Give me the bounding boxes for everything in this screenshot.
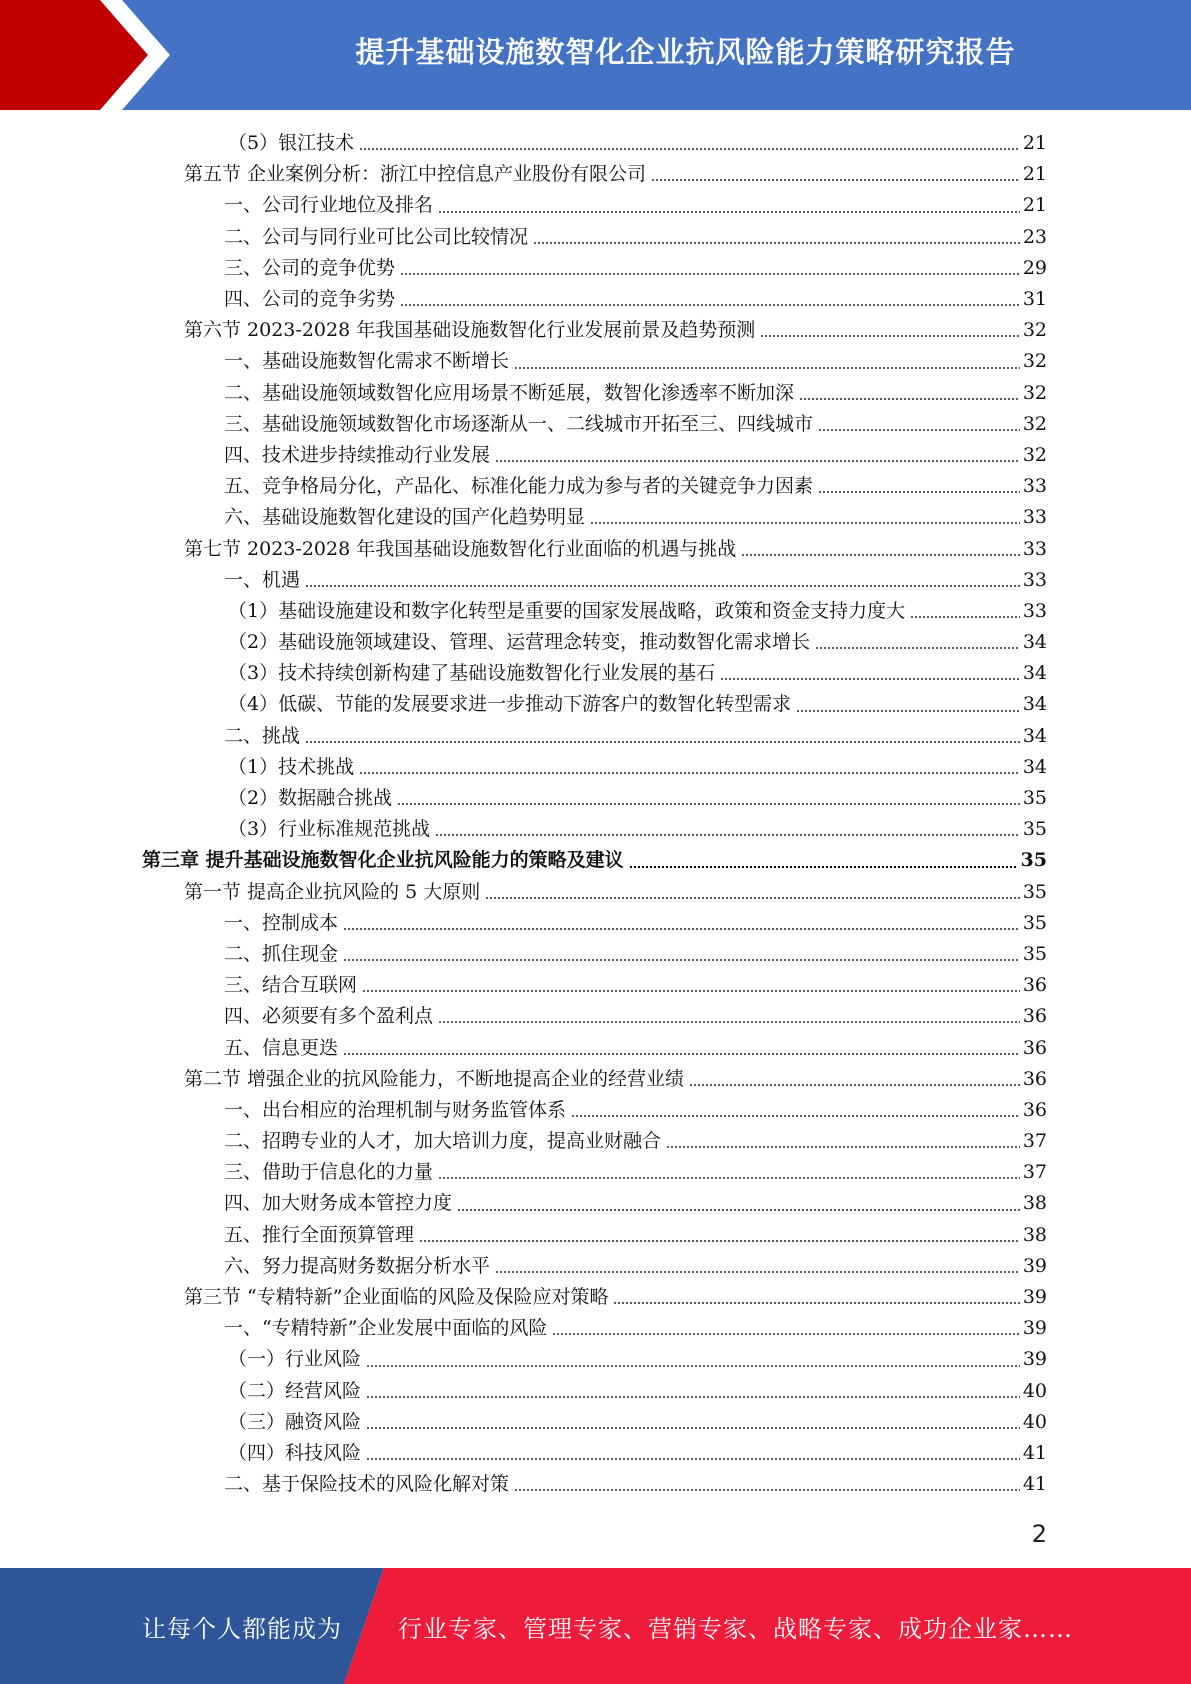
toc-entry[interactable] xyxy=(0,596,1191,627)
toc-entry[interactable] xyxy=(0,658,1191,689)
toc-entry-page: 36 xyxy=(1022,1098,1047,1121)
toc-entry-title: （3）技术持续创新构建了基础设施数智化行业发展的基石 xyxy=(228,662,716,685)
toc-dot-leader xyxy=(590,522,1020,524)
toc-entry[interactable] xyxy=(0,1188,1191,1219)
toc-entry-title: 三、借助于信息化的力量 xyxy=(224,1161,434,1184)
toc-entry-page: 33 xyxy=(1022,568,1047,591)
toc-entry-page: 35 xyxy=(1020,849,1047,872)
toc-dot-leader xyxy=(366,1365,1020,1367)
toc-entry-page: 39 xyxy=(1022,1254,1047,1277)
toc-entry-page: 35 xyxy=(1022,787,1047,810)
toc-entry-title: 四、必须要有多个盈利点 xyxy=(224,1005,434,1028)
toc-entry-title: 第三章 提升基础设施数智化企业抗风险能力的策略及建议 xyxy=(142,849,624,872)
toc-dot-leader xyxy=(438,1021,1020,1023)
toc-entry-title: 第七节 2023-2028 年我国基础设施数智化行业面临的机遇与挑战 xyxy=(184,537,737,560)
toc-dot-leader xyxy=(438,211,1020,213)
toc-entry[interactable] xyxy=(0,939,1191,970)
toc-dot-leader xyxy=(305,585,1020,587)
toc-entry-title: 六、基础设施数智化建设的国产化趋势明显 xyxy=(224,506,586,529)
toc-entry-title: 三、公司的竞争优势 xyxy=(224,256,396,279)
toc-dot-leader xyxy=(366,1427,1020,1429)
toc-entry-page: 32 xyxy=(1022,319,1047,342)
toc-entry-page: 32 xyxy=(1022,381,1047,404)
toc-entry-page: 36 xyxy=(1022,1067,1047,1090)
toc-entry[interactable] xyxy=(0,908,1191,939)
toc-dot-leader xyxy=(400,304,1020,306)
toc-dot-leader xyxy=(815,647,1020,649)
toc-dot-leader xyxy=(362,990,1020,992)
toc-entry-page: 38 xyxy=(1022,1192,1047,1215)
toc-entry[interactable] xyxy=(0,253,1191,284)
page-header xyxy=(0,0,1191,110)
toc-entry-title: 第五节 企业案例分析：浙江中控信息产业股份有限公司 xyxy=(184,163,647,186)
toc-entry-title: （1）技术挑战 xyxy=(228,755,355,778)
toc-dot-leader xyxy=(343,928,1020,930)
toc-entry[interactable] xyxy=(0,1282,1191,1313)
toc-entry[interactable] xyxy=(0,1157,1191,1188)
toc-dot-leader xyxy=(400,273,1020,275)
toc-entry-page: 37 xyxy=(1022,1161,1047,1184)
toc-entry-page: 35 xyxy=(1022,911,1047,934)
toc-entry-page: 33 xyxy=(1022,475,1047,498)
toc-entry-page: 21 xyxy=(1022,132,1047,155)
toc-entry-title: 一、公司行业地位及排名 xyxy=(224,194,434,217)
toc-entry-title: 第一节 提高企业抗风险的 5 大原则 xyxy=(184,880,481,903)
toc-entry-page: 33 xyxy=(1022,599,1047,622)
toc-entry-page: 36 xyxy=(1022,1036,1047,1059)
toc-entry-title: 四、技术进步持续推动行业发展 xyxy=(224,443,491,466)
toc-dot-leader xyxy=(571,1115,1020,1117)
toc-dot-leader xyxy=(666,1146,1020,1148)
toc-entry-title: 一、出台相应的治理机制与财务监管体系 xyxy=(224,1098,567,1121)
toc-entry-title: 五、推行全面预算管理 xyxy=(224,1223,415,1246)
toc-entry[interactable] xyxy=(0,1469,1191,1500)
toc-dot-leader xyxy=(741,554,1020,556)
toc-entry[interactable] xyxy=(0,1126,1191,1157)
toc-entry-title: 二、基于保险技术的风险化解对策 xyxy=(224,1473,510,1496)
toc-dot-leader xyxy=(818,429,1020,431)
toc-entry[interactable] xyxy=(0,627,1191,658)
toc-entry-title: 二、公司与同行业可比公司比较情况 xyxy=(224,225,529,248)
toc-entry[interactable] xyxy=(0,533,1191,564)
toc-entry[interactable] xyxy=(0,1438,1191,1469)
toc-dot-leader xyxy=(438,1177,1020,1179)
toc-dot-leader xyxy=(397,803,1020,805)
toc-dot-leader xyxy=(651,179,1020,181)
toc-entry[interactable] xyxy=(0,845,1191,876)
toc-entry[interactable] xyxy=(0,346,1191,377)
toc-dot-leader xyxy=(910,616,1020,618)
toc-entry[interactable] xyxy=(0,721,1191,752)
toc-entry-title: （2）基础设施领域建设、管理、运营理念转变，推动数智化需求增长 xyxy=(228,631,811,654)
toc-entry-page: 21 xyxy=(1022,163,1047,186)
toc-entry[interactable] xyxy=(0,1313,1191,1344)
toc-entry-page: 33 xyxy=(1022,537,1047,560)
toc-dot-leader xyxy=(796,710,1020,712)
toc-entry[interactable] xyxy=(0,877,1191,908)
toc-dot-leader xyxy=(343,959,1020,961)
toc-entry-title: 五、信息更迭 xyxy=(224,1036,339,1059)
toc-entry-page: 39 xyxy=(1022,1286,1047,1309)
toc-entry-page: 21 xyxy=(1022,194,1047,217)
toc-entry-title: 二、招聘专业的人才，加大培训力度，提高业财融合 xyxy=(224,1130,662,1153)
toc-entry-page: 34 xyxy=(1022,662,1047,685)
toc-entry[interactable] xyxy=(0,752,1191,783)
toc-entry-title: （5）银江技术 xyxy=(228,132,355,155)
toc-entry[interactable] xyxy=(0,190,1191,221)
toc-dot-leader xyxy=(629,866,1018,868)
toc-dot-leader xyxy=(495,1271,1020,1273)
toc-entry-title: （二）经营风险 xyxy=(228,1379,362,1402)
table-of-contents xyxy=(0,128,1191,1500)
toc-entry-page: 39 xyxy=(1022,1348,1047,1371)
toc-entry[interactable] xyxy=(0,689,1191,720)
toc-entry-page: 38 xyxy=(1022,1223,1047,1246)
toc-dot-leader xyxy=(359,148,1020,150)
footer-slogan-left: 让每个人都能成为 xyxy=(142,1614,342,1643)
toc-entry-title: 三、基础设施领域数智化市场逐渐从一、二线城市开拓至三、四线城市 xyxy=(224,412,814,435)
toc-entry[interactable] xyxy=(0,409,1191,440)
toc-dot-leader xyxy=(435,834,1020,836)
toc-entry[interactable] xyxy=(0,1032,1191,1063)
toc-entry-page: 36 xyxy=(1022,974,1047,997)
toc-dot-leader xyxy=(514,1489,1020,1491)
toc-dot-leader xyxy=(366,1458,1020,1460)
toc-dot-leader xyxy=(495,460,1020,462)
toc-entry[interactable] xyxy=(0,1251,1191,1282)
toc-dot-leader xyxy=(343,1053,1020,1055)
toc-entry-page: 40 xyxy=(1022,1410,1047,1433)
toc-entry-page: 34 xyxy=(1022,755,1047,778)
toc-entry[interactable] xyxy=(0,1064,1191,1095)
toc-entry[interactable] xyxy=(0,222,1191,253)
toc-entry-page: 37 xyxy=(1022,1130,1047,1153)
toc-entry-title: 一、“专精特新”企业发展中面临的风险 xyxy=(224,1317,548,1340)
toc-entry-title: 一、基础设施数智化需求不断增长 xyxy=(224,350,510,373)
toc-dot-leader xyxy=(366,1396,1020,1398)
toc-entry-page: 35 xyxy=(1022,818,1047,841)
toc-entry-page: 41 xyxy=(1022,1473,1047,1496)
toc-dot-leader xyxy=(818,491,1020,493)
toc-dot-leader xyxy=(359,772,1020,774)
toc-dot-leader xyxy=(305,741,1020,743)
toc-entry[interactable] xyxy=(0,378,1191,409)
toc-entry-title: 第六节 2023-2028 年我国基础设施数智化行业发展前景及趋势预测 xyxy=(184,319,756,342)
toc-entry-page: 33 xyxy=(1022,506,1047,529)
toc-entry-title: （3）行业标准规范挑战 xyxy=(228,818,431,841)
toc-entry-title: （1）基础设施建设和数字化转型是重要的国家发展战略，政策和资金支持力度大 xyxy=(228,599,906,622)
toc-entry-page: 29 xyxy=(1022,256,1047,279)
toc-entry-title: 二、挑战 xyxy=(224,724,301,747)
toc-dot-leader xyxy=(613,1302,1019,1304)
toc-entry[interactable] xyxy=(0,1095,1191,1126)
toc-entry-page: 31 xyxy=(1022,288,1047,311)
toc-entry-title: 一、机遇 xyxy=(224,568,301,591)
toc-entry[interactable] xyxy=(0,1001,1191,1032)
toc-entry[interactable] xyxy=(0,284,1191,315)
page-number: 2 xyxy=(1031,1520,1047,1548)
toc-entry-title: 一、控制成本 xyxy=(224,911,339,934)
toc-entry-title: （2）数据融合挑战 xyxy=(228,787,393,810)
toc-dot-leader xyxy=(457,1209,1020,1211)
toc-dot-leader xyxy=(552,1333,1019,1335)
toc-entry-title: 四、公司的竞争劣势 xyxy=(224,288,396,311)
toc-entry-title: （一）行业风险 xyxy=(228,1348,362,1371)
toc-entry-page: 32 xyxy=(1022,412,1047,435)
toc-entry-title: 四、加大财务成本管控力度 xyxy=(224,1192,453,1215)
toc-entry-page: 35 xyxy=(1022,942,1047,965)
toc-entry-page: 40 xyxy=(1022,1379,1047,1402)
toc-entry[interactable] xyxy=(0,783,1191,814)
toc-entry[interactable] xyxy=(0,1407,1191,1438)
toc-entry-page: 36 xyxy=(1022,1005,1047,1028)
toc-entry-page: 34 xyxy=(1022,724,1047,747)
toc-entry[interactable] xyxy=(0,315,1191,346)
toc-entry-title: 三、结合互联网 xyxy=(224,974,358,997)
toc-entry-title: （三）融资风险 xyxy=(228,1410,362,1433)
toc-entry-title: 第三节 “专精特新”企业面临的风险及保险应对策略 xyxy=(184,1286,609,1309)
toc-dot-leader xyxy=(799,398,1020,400)
toc-dot-leader xyxy=(760,335,1020,337)
toc-entry-page: 34 xyxy=(1022,631,1047,654)
toc-entry-page: 35 xyxy=(1022,880,1047,903)
toc-entry-title: （4）低碳、节能的发展要求进一步推动下游客户的数智化转型需求 xyxy=(228,693,792,716)
toc-entry-page: 32 xyxy=(1022,350,1047,373)
report-title: 提升基础设施数智化企业抗风险能力策略研究报告 xyxy=(355,34,1016,69)
toc-dot-leader xyxy=(720,678,1020,680)
toc-dot-leader xyxy=(514,367,1020,369)
toc-entry[interactable] xyxy=(0,565,1191,596)
toc-entry-title: 五、竞争格局分化，产品化、标准化能力成为参与者的关键竞争力因素 xyxy=(224,475,814,498)
page-footer xyxy=(0,1568,1191,1684)
toc-entry[interactable] xyxy=(0,970,1191,1001)
toc-entry[interactable] xyxy=(0,159,1191,190)
toc-entry[interactable] xyxy=(0,1344,1191,1375)
toc-dot-leader xyxy=(485,897,1020,899)
toc-entry[interactable] xyxy=(0,471,1191,502)
toc-dot-leader xyxy=(419,1240,1020,1242)
toc-entry-page: 23 xyxy=(1022,225,1047,248)
toc-entry[interactable] xyxy=(0,814,1191,845)
toc-dot-leader xyxy=(533,242,1020,244)
toc-entry-title: 第二节 增强企业的抗风险能力，不断地提高企业的经营业绩 xyxy=(184,1067,685,1090)
toc-entry-title: 六、努力提高财务数据分析水平 xyxy=(224,1254,491,1277)
toc-entry-page: 32 xyxy=(1022,443,1047,466)
toc-entry-page: 39 xyxy=(1022,1317,1047,1340)
toc-entry[interactable] xyxy=(0,502,1191,533)
toc-entry-title: 二、抓住现金 xyxy=(224,942,339,965)
toc-entry[interactable] xyxy=(0,440,1191,471)
toc-entry-title: 二、基础设施领域数智化应用场景不断延展，数智化渗透率不断加深 xyxy=(224,381,795,404)
toc-entry[interactable] xyxy=(0,1376,1191,1407)
toc-dot-leader xyxy=(689,1084,1020,1086)
toc-entry-page: 41 xyxy=(1022,1441,1047,1464)
toc-entry[interactable] xyxy=(0,1220,1191,1251)
toc-entry[interactable] xyxy=(0,128,1191,159)
toc-entry-page: 34 xyxy=(1022,693,1047,716)
footer-slogan-right: 行业专家、管理专家、营销专家、战略专家、成功企业家…… xyxy=(398,1614,1073,1643)
toc-entry-title: （四）科技风险 xyxy=(228,1441,362,1464)
